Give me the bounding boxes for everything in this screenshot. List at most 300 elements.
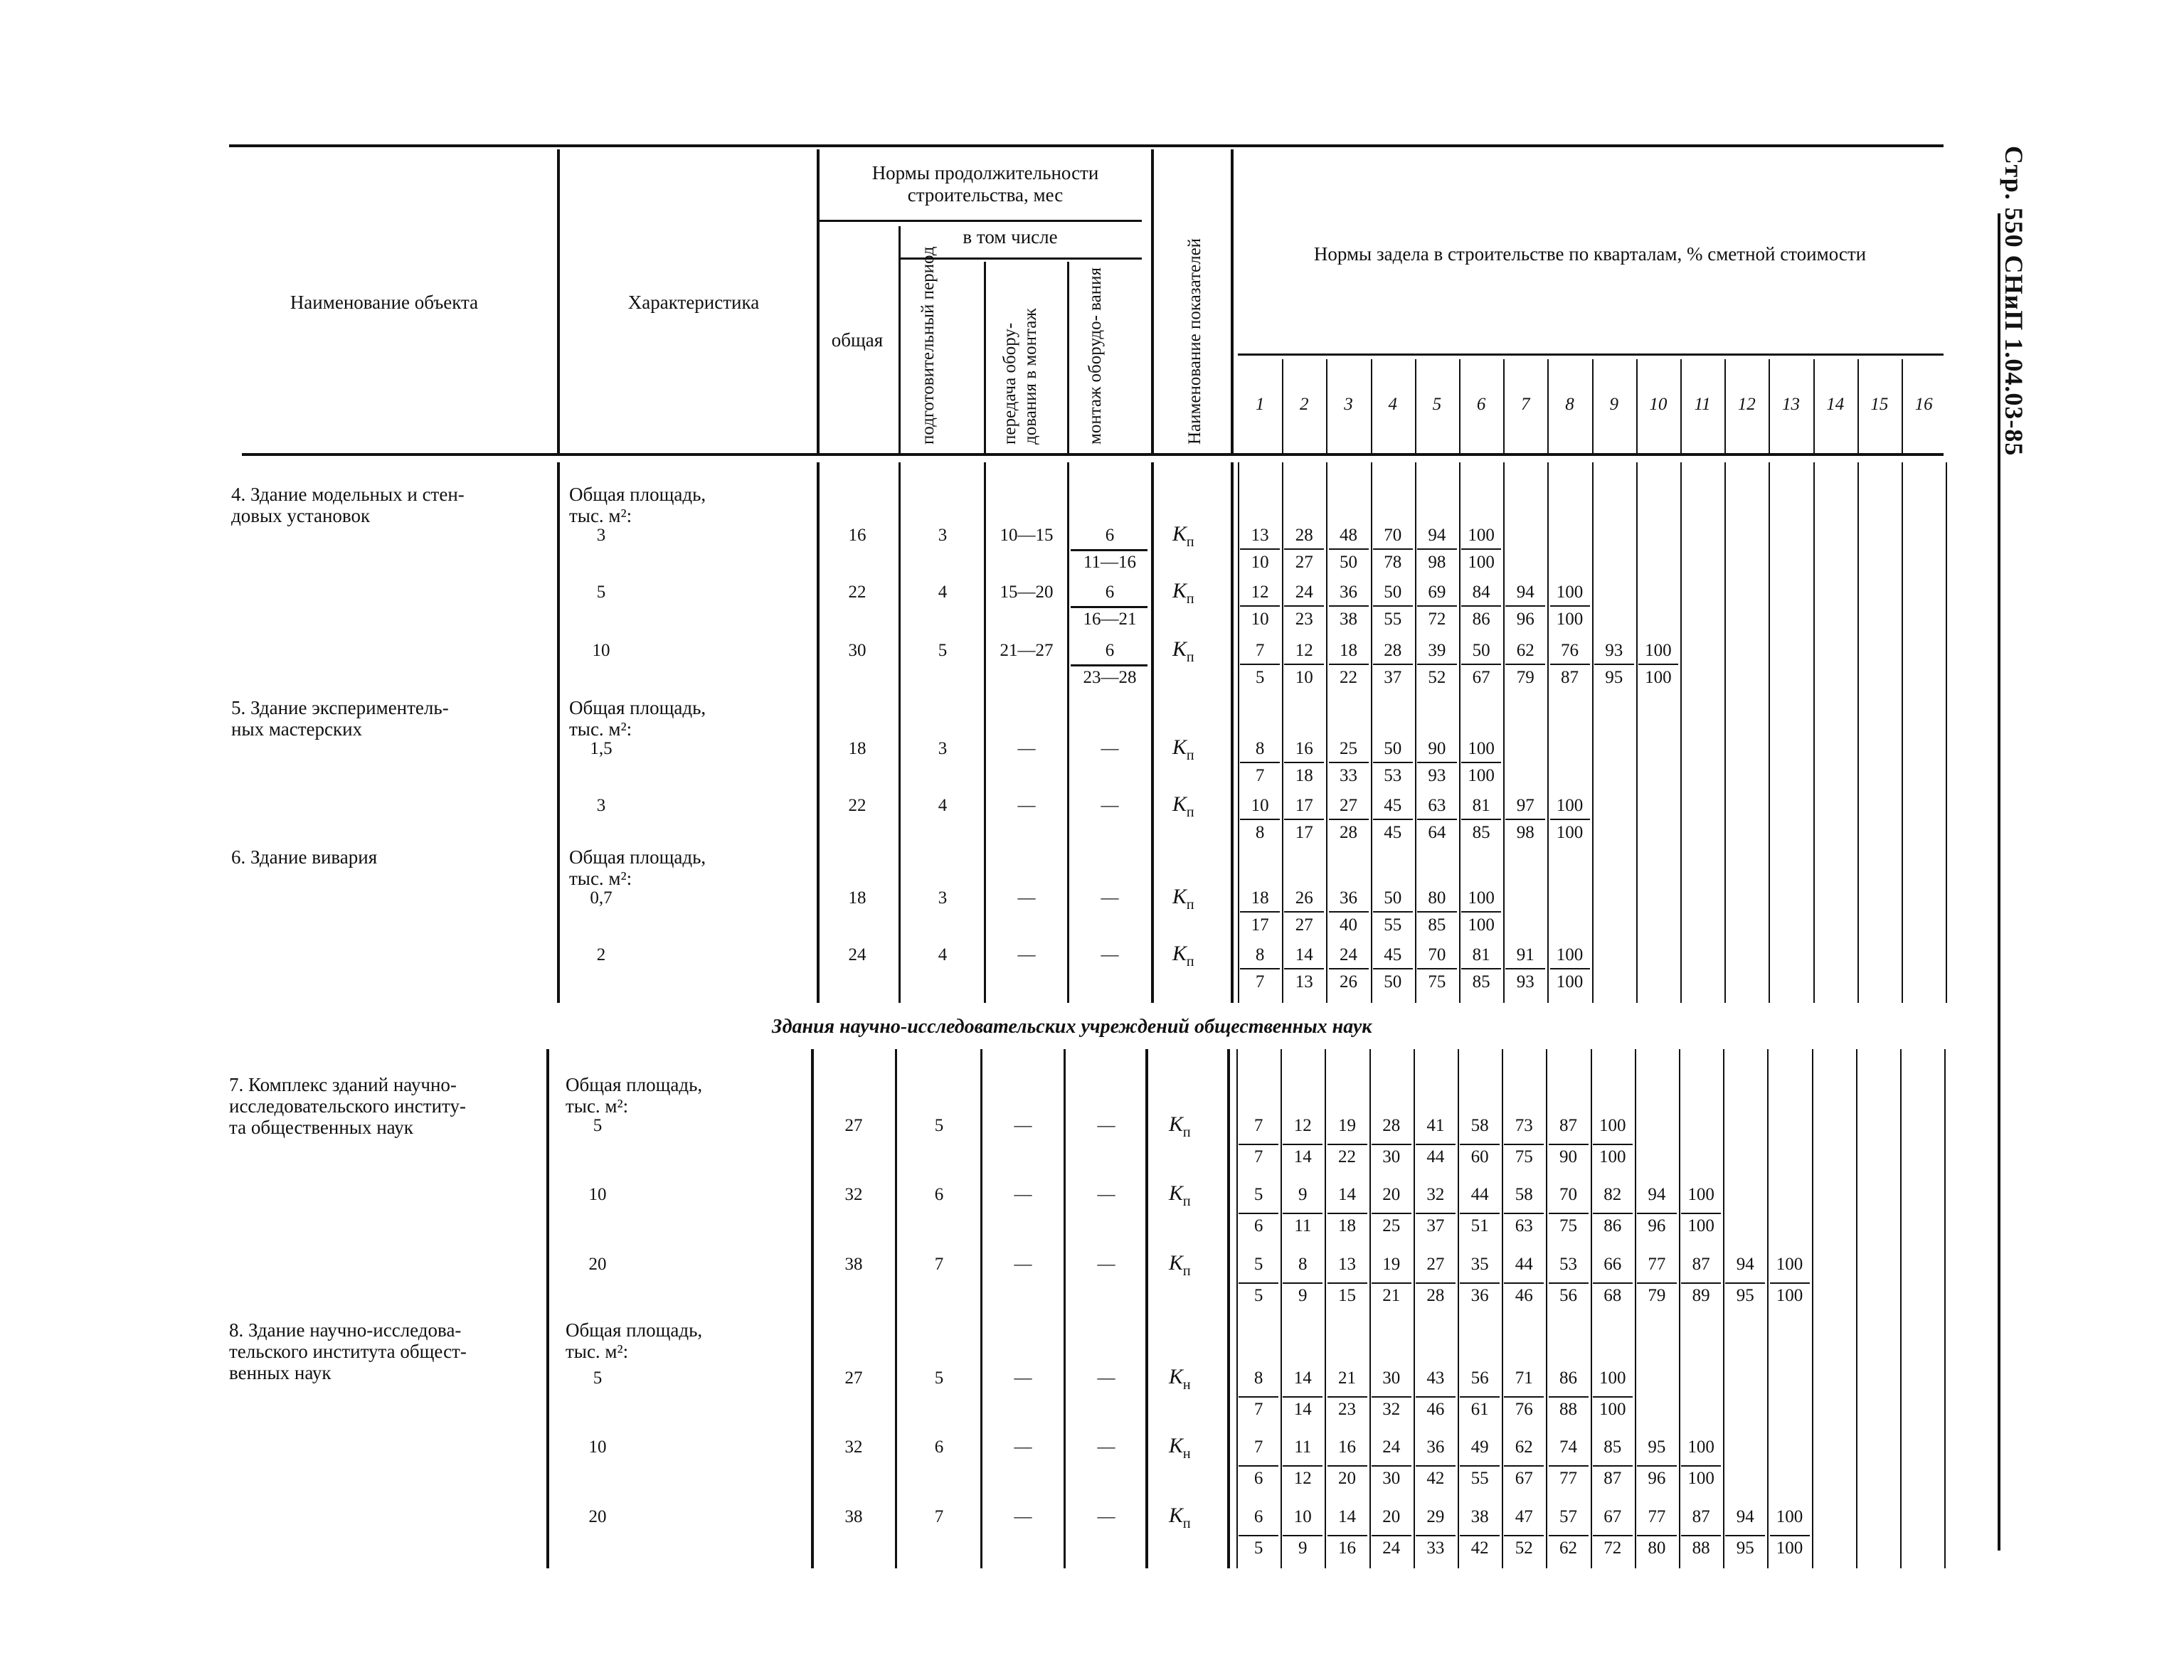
indicator-k-letter: К: [1172, 579, 1187, 602]
reserve-value-top: 19: [1382, 1255, 1401, 1274]
duration-mount: —: [1097, 1507, 1115, 1526]
reserve-fraction-rule: [1240, 819, 1280, 820]
reserve-fraction-rule: [1638, 664, 1678, 665]
reserve-value-bottom: 80: [1648, 1538, 1666, 1558]
reserve-value-top: 26: [1295, 888, 1313, 908]
reserve-value-top: 70: [1384, 526, 1402, 545]
indicator-k-sub: п: [1186, 804, 1194, 820]
reserve-value-top: 100: [1556, 945, 1584, 964]
reserve-value-bottom: 96: [1648, 1216, 1666, 1235]
reserve-value-top: 43: [1426, 1368, 1445, 1388]
quarter-number: 14: [1826, 395, 1845, 414]
quarter-col-rule: [1236, 1049, 1238, 1568]
duration-mount: —: [1101, 739, 1119, 758]
reserve-fraction-rule: [1240, 664, 1280, 665]
reserve-value-top: 35: [1470, 1255, 1489, 1274]
reserve-value-bottom: 50: [1384, 972, 1402, 991]
reserve-fraction-rule: [1770, 1282, 1810, 1284]
reserve-value-top: 7: [1255, 641, 1265, 660]
duration-transfer: —: [1017, 888, 1036, 908]
header-total: общая: [831, 329, 884, 351]
reserve-fraction-rule: [1550, 819, 1590, 820]
quarter-number: 16: [1914, 395, 1933, 414]
reserve-value-top: 10: [1251, 796, 1269, 815]
reserve-value-top: 100: [1776, 1255, 1803, 1274]
reserve-fraction-rule: [1460, 1396, 1500, 1398]
reserve-fraction-rule: [1372, 1396, 1411, 1398]
area-size: 2: [596, 945, 606, 964]
duration-mount-range: 23—28: [1083, 668, 1137, 687]
reserve-fraction-rule: [1460, 1213, 1500, 1214]
reserve-fraction-rule: [1504, 1396, 1544, 1398]
reserve-fraction-rule: [1416, 1465, 1456, 1467]
header-mounting: монтаж оборудо- вания: [1086, 267, 1105, 445]
col-rule: [817, 462, 820, 1003]
reserve-value-top: 41: [1426, 1116, 1445, 1135]
reserve-value-top: 81: [1472, 796, 1490, 815]
reserve-value-bottom: 87: [1603, 1469, 1622, 1488]
reserve-fraction-rule: [1504, 1465, 1544, 1467]
reserve-value-bottom: 7: [1255, 972, 1265, 991]
reserve-fraction-rule: [1461, 664, 1501, 665]
duration-mount: —: [1097, 1368, 1115, 1388]
reserve-value-top: 100: [1687, 1437, 1714, 1457]
quarter-col-rule: [1769, 462, 1770, 1003]
reserve-value-top: 87: [1692, 1507, 1710, 1526]
characteristic: Общая площадь, тыс. м²:: [569, 484, 706, 526]
reserve-fraction-rule: [1373, 664, 1413, 665]
reserve-fraction-rule: [1461, 762, 1501, 763]
quarter-col-rule: [1902, 359, 1903, 455]
reserve-fraction-rule: [1417, 664, 1457, 665]
object-name: 5. Здание экспериментель- ных мастерских: [231, 697, 449, 740]
indicator-k-letter: К: [1172, 637, 1187, 661]
quarter-col-rule: [1415, 359, 1416, 455]
col-rule: [1227, 1049, 1230, 1568]
reserve-value-bottom: 100: [1687, 1216, 1714, 1235]
reserve-value-top: 87: [1559, 1116, 1577, 1135]
reserve-value-bottom: 8: [1255, 823, 1265, 842]
reserve-value-top: 21: [1338, 1368, 1356, 1388]
reserve-value-bottom: 44: [1426, 1147, 1445, 1166]
indicator-k: [1169, 1181, 1191, 1210]
reserve-value-top: 14: [1293, 1368, 1312, 1388]
reserve-fraction-rule: [1284, 664, 1324, 665]
reserve-value-bottom: 21: [1382, 1286, 1401, 1305]
duration-mount: 6: [1105, 583, 1115, 602]
reserve-value-top: 94: [1428, 526, 1446, 545]
quarter-col-rule: [1281, 1049, 1282, 1568]
reserve-value-top: 70: [1559, 1185, 1577, 1204]
reserve-value-bottom: 37: [1384, 668, 1402, 687]
reserve-value-top: 50: [1384, 583, 1402, 602]
reserve-value-top: 36: [1340, 583, 1357, 602]
area-size: 5: [596, 583, 606, 602]
reserve-value-top: 18: [1340, 641, 1357, 660]
reserve-fraction-rule: [1329, 819, 1369, 820]
reserve-value-top: 44: [1470, 1185, 1489, 1204]
reserve-value-top: 100: [1599, 1116, 1626, 1135]
quarter-col-rule: [1946, 462, 1947, 1003]
reserve-value-bottom: 50: [1340, 553, 1357, 572]
reserve-fraction-rule: [1329, 605, 1369, 607]
indicator-k: [1169, 1434, 1191, 1462]
reserve-value-top: 7: [1253, 1437, 1263, 1457]
reserve-value-top: 8: [1253, 1368, 1263, 1388]
duration-transfer: 21—27: [1000, 641, 1054, 660]
reserve-fraction-rule: [1417, 762, 1457, 763]
duration-prep: 3: [938, 739, 948, 758]
reserve-value-top: 82: [1603, 1185, 1622, 1204]
reserve-value-bottom: 76: [1515, 1400, 1533, 1419]
reserve-value-top: 77: [1648, 1507, 1666, 1526]
reserve-value-top: 8: [1255, 945, 1265, 964]
reserve-fraction-rule: [1327, 1396, 1367, 1398]
reserve-value-bottom: 95: [1605, 668, 1623, 687]
reserve-value-bottom: 85: [1472, 972, 1490, 991]
reserve-fraction-rule: [1283, 1282, 1322, 1284]
reserve-fraction-rule: [1416, 1396, 1456, 1398]
indicator-k-sub: п: [1182, 1125, 1191, 1140]
section-title: Здания научно-исследовательских учреждений общественных наук: [772, 1016, 1372, 1038]
reserve-value-bottom: 95: [1736, 1286, 1754, 1305]
reserve-fraction-rule: [1372, 1282, 1411, 1284]
area-size: 1,5: [590, 739, 613, 758]
quarter-col-rule: [1767, 1049, 1769, 1568]
reserve-value-top: 50: [1384, 739, 1402, 758]
reserve-value-bottom: 25: [1382, 1216, 1401, 1235]
reserve-value-top: 24: [1295, 583, 1313, 602]
reserve-fraction-rule: [1329, 762, 1369, 763]
reserve-value-bottom: 85: [1472, 823, 1490, 842]
reserve-fraction-rule: [1283, 1144, 1322, 1145]
header-indicator: Наименование показателей: [1185, 238, 1204, 445]
reserve-fraction-rule: [1461, 968, 1501, 969]
quarter-number: 4: [1388, 395, 1397, 414]
quarter-col-rule: [1724, 359, 1726, 455]
col-rule: [1145, 1049, 1148, 1568]
reserve-value-bottom: 72: [1428, 610, 1446, 629]
indicator-k-sub: п: [1182, 1193, 1191, 1209]
indicator-k-sub: н: [1182, 1377, 1191, 1393]
indicator-k-sub: п: [1186, 897, 1194, 913]
quarter-col-rule: [1636, 462, 1638, 1003]
indicator-k-letter: К: [1169, 1112, 1183, 1136]
quarter-col-rule: [1592, 462, 1594, 1003]
quarter-number: 10: [1649, 395, 1668, 414]
reserve-fraction-rule: [1284, 548, 1324, 550]
duration-prep: 3: [938, 888, 948, 908]
reserve-value-bottom: 85: [1428, 915, 1446, 935]
reserve-fraction-rule: [1593, 1535, 1633, 1536]
reserve-value-bottom: 55: [1384, 610, 1402, 629]
indicator-k-sub: п: [1186, 954, 1194, 969]
reserve-value-bottom: 100: [1599, 1400, 1626, 1419]
reserve-fraction-rule: [1327, 1213, 1367, 1214]
reserve-value-top: 36: [1426, 1437, 1445, 1457]
reserve-fraction-rule: [1417, 605, 1457, 607]
reserve-value-top: 24: [1340, 945, 1357, 964]
reserve-value-bottom: 6: [1253, 1469, 1263, 1488]
quarter-col-rule: [1812, 1049, 1813, 1568]
indicator-k-letter: К: [1169, 1434, 1183, 1457]
duration-mount: 6: [1105, 641, 1115, 660]
reserve-fraction-rule: [1460, 1282, 1500, 1284]
reserve-value-top: 56: [1470, 1368, 1489, 1388]
quarter-col-rule: [1503, 359, 1505, 455]
indicator-k: [1172, 637, 1194, 666]
reserve-value-top: 24: [1382, 1437, 1401, 1457]
reserve-value-top: 50: [1472, 641, 1490, 660]
duration-total: 18: [848, 888, 866, 908]
reserve-value-bottom: 61: [1470, 1400, 1489, 1419]
reserve-value-top: 57: [1559, 1507, 1577, 1526]
col-rule: [546, 1049, 549, 1568]
reserve-value-top: 12: [1295, 641, 1313, 660]
reserve-fraction-rule: [1681, 1465, 1721, 1467]
reserve-value-top: 62: [1515, 1437, 1533, 1457]
reserve-fraction-rule: [1327, 1465, 1367, 1467]
indicator-k-letter: К: [1169, 1181, 1183, 1205]
reserve-fraction-rule: [1327, 1144, 1367, 1145]
quarter-col-rule: [1326, 462, 1327, 1003]
reserve-value-bottom: 79: [1516, 668, 1534, 687]
reserve-fraction-rule: [1505, 819, 1545, 820]
header-col-rule: [984, 262, 986, 455]
reserve-fraction-rule: [1372, 1213, 1411, 1214]
area-size: 3: [596, 796, 606, 815]
quarter-col-rule: [1857, 462, 1859, 1003]
mount-fraction-rule: [1071, 549, 1147, 551]
reserve-fraction-rule: [1284, 605, 1324, 607]
reserve-value-top: 100: [1599, 1368, 1626, 1388]
duration-mount-range: 11—16: [1083, 553, 1137, 572]
duration-total: 16: [848, 526, 866, 545]
reserve-value-bottom: 98: [1428, 553, 1446, 572]
indicator-k-letter: К: [1169, 1365, 1183, 1388]
reserve-fraction-rule: [1417, 819, 1457, 820]
duration-transfer: —: [1014, 1255, 1032, 1274]
area-size: 20: [588, 1255, 607, 1274]
duration-mount: —: [1097, 1116, 1115, 1135]
duration-mount: —: [1101, 796, 1119, 815]
reserve-value-bottom: 28: [1340, 823, 1357, 842]
reserve-value-bottom: 30: [1382, 1469, 1401, 1488]
col-rule: [1231, 462, 1234, 1003]
reserve-fraction-rule: [1504, 1144, 1544, 1145]
reserve-value-bottom: 93: [1516, 972, 1534, 991]
reserve-value-bottom: 27: [1295, 915, 1313, 935]
duration-prep: 7: [934, 1255, 944, 1274]
duration-total: 27: [844, 1116, 863, 1135]
reserve-value-bottom: 55: [1384, 915, 1402, 935]
reserve-fraction-rule: [1681, 1282, 1721, 1284]
object-name: 4. Здание модельных и стен- довых установок: [231, 484, 465, 526]
reserve-fraction-rule: [1284, 819, 1324, 820]
reserve-value-bottom: 96: [1516, 610, 1534, 629]
reserve-value-bottom: 75: [1515, 1147, 1533, 1166]
reserve-value-top: 66: [1603, 1255, 1622, 1274]
quarter-col-rule: [1769, 359, 1770, 455]
reserve-value-top: 13: [1251, 526, 1269, 545]
reserve-value-bottom: 46: [1515, 1286, 1533, 1305]
reserve-value-top: 71: [1515, 1368, 1533, 1388]
reserve-value-bottom: 7: [1255, 766, 1265, 785]
reserve-value-top: 100: [1468, 739, 1495, 758]
duration-prep: 5: [938, 641, 948, 660]
reserve-value-top: 80: [1428, 888, 1446, 908]
reserve-fraction-rule: [1637, 1282, 1677, 1284]
reserve-value-top: 8: [1298, 1255, 1308, 1274]
reserve-fraction-rule: [1416, 1144, 1456, 1145]
reserve-value-bottom: 100: [1556, 610, 1584, 629]
reserve-value-bottom: 5: [1253, 1286, 1263, 1305]
reserve-value-bottom: 95: [1736, 1538, 1754, 1558]
reserve-value-bottom: 100: [1776, 1286, 1803, 1305]
quarter-number: 11: [1694, 395, 1711, 414]
reserve-value-bottom: 38: [1340, 610, 1357, 629]
reserve-value-bottom: 72: [1603, 1538, 1622, 1558]
reserve-fraction-rule: [1505, 968, 1545, 969]
reserve-value-bottom: 17: [1295, 823, 1313, 842]
duration-transfer: 10—15: [1000, 526, 1054, 545]
duration-prep: 3: [938, 526, 948, 545]
reserve-value-bottom: 75: [1559, 1216, 1577, 1235]
reserve-fraction-rule: [1461, 819, 1501, 820]
reserve-fraction-rule: [1504, 1535, 1544, 1536]
reserve-value-bottom: 100: [1556, 823, 1584, 842]
characteristic: Общая площадь, тыс. м²:: [566, 1319, 703, 1362]
quarter-col-rule: [1680, 359, 1682, 455]
reserve-fraction-rule: [1329, 968, 1369, 969]
reserve-value-top: 100: [1468, 888, 1495, 908]
reserve-fraction-rule: [1504, 1213, 1544, 1214]
reserve-value-bottom: 9: [1298, 1286, 1308, 1305]
quarter-col-rule: [1856, 1049, 1857, 1568]
reserve-value-top: 7: [1253, 1116, 1263, 1135]
reserve-value-top: 27: [1426, 1255, 1445, 1274]
header-prep: подготовительный период: [918, 246, 938, 445]
duration-total: 22: [848, 796, 866, 815]
reserve-fraction-rule: [1637, 1535, 1677, 1536]
reserve-fraction-rule: [1549, 1465, 1589, 1467]
reserve-value-top: 70: [1428, 945, 1446, 964]
quarter-col-rule: [1325, 1049, 1326, 1568]
reserve-value-bottom: 23: [1338, 1400, 1356, 1419]
reserve-fraction-rule: [1284, 762, 1324, 763]
quarter-col-rule: [1902, 462, 1903, 1003]
reserve-value-bottom: 96: [1648, 1469, 1666, 1488]
reserve-value-bottom: 15: [1338, 1286, 1356, 1305]
quarter-col-rule: [1547, 359, 1549, 455]
reserve-fraction-rule: [1372, 1465, 1411, 1467]
reserve-value-top: 32: [1426, 1185, 1445, 1204]
duration-prep: 6: [934, 1185, 944, 1204]
quarter-number: 1: [1255, 395, 1265, 414]
reserve-fraction-rule: [1594, 664, 1634, 665]
reserve-fraction-rule: [1593, 1465, 1633, 1467]
reserve-fraction-rule: [1549, 1282, 1589, 1284]
header-including: в том числе: [963, 226, 1058, 248]
col-rule: [557, 462, 560, 1003]
reserve-value-bottom: 88: [1692, 1538, 1710, 1558]
reserve-value-bottom: 90: [1559, 1147, 1577, 1166]
reserve-value-bottom: 9: [1298, 1538, 1308, 1558]
reserve-value-top: 39: [1428, 641, 1446, 660]
object-name: 8. Здание научно-исследова- тельского института общест- венных наук: [229, 1319, 467, 1383]
duration-total: 32: [844, 1185, 863, 1204]
quarter-col-rule: [1857, 359, 1859, 455]
duration-transfer: —: [1014, 1437, 1032, 1457]
header-bottom-rule: [242, 453, 1944, 456]
reserve-value-top: 93: [1605, 641, 1623, 660]
reserve-value-top: 17: [1295, 796, 1313, 815]
area-size: 10: [592, 641, 610, 660]
reserve-value-bottom: 86: [1472, 610, 1490, 629]
reserve-value-top: 50: [1384, 888, 1402, 908]
header-col-rule: [557, 149, 560, 455]
reserve-fraction-rule: [1327, 1282, 1367, 1284]
reserve-value-top: 94: [1516, 583, 1534, 602]
indicator-k-letter: К: [1172, 942, 1187, 965]
reserve-fraction-rule: [1372, 1535, 1411, 1536]
reserve-fraction-rule: [1239, 1396, 1278, 1398]
reserve-value-top: 48: [1340, 526, 1357, 545]
reserve-value-bottom: 37: [1426, 1216, 1445, 1235]
reserve-fraction-rule: [1240, 911, 1280, 913]
reserve-value-top: 14: [1295, 945, 1313, 964]
duration-total: 24: [848, 945, 866, 964]
duration-mount: —: [1097, 1437, 1115, 1457]
duration-transfer: —: [1014, 1185, 1032, 1204]
reserve-underline: [1238, 353, 1944, 356]
indicator-k: [1172, 792, 1194, 821]
reserve-value-top: 14: [1338, 1185, 1356, 1204]
reserve-fraction-rule: [1593, 1396, 1633, 1398]
reserve-value-bottom: 23: [1295, 610, 1313, 629]
quarter-col-rule: [1813, 462, 1815, 1003]
reserve-value-bottom: 100: [1645, 668, 1672, 687]
header-col-rule: [1067, 262, 1069, 455]
duration-prep: 5: [934, 1116, 944, 1135]
quarter-col-rule: [1415, 462, 1416, 1003]
header-object: Наименование объекта: [290, 292, 479, 313]
reserve-fraction-rule: [1329, 548, 1369, 550]
reserve-value-top: 27: [1340, 796, 1357, 815]
reserve-value-top: 58: [1470, 1116, 1489, 1135]
duration-transfer: —: [1014, 1116, 1032, 1135]
reserve-value-bottom: 7: [1253, 1147, 1263, 1166]
reserve-fraction-rule: [1373, 911, 1413, 913]
reserve-fraction-rule: [1460, 1535, 1500, 1536]
indicator-k: [1172, 942, 1194, 970]
quarter-col-rule: [1723, 1049, 1724, 1568]
indicator-k-letter: К: [1172, 885, 1187, 908]
reserve-value-bottom: 52: [1515, 1538, 1533, 1558]
reserve-value-bottom: 7: [1253, 1400, 1263, 1419]
duration-transfer: —: [1014, 1507, 1032, 1526]
reserve-value-top: 9: [1298, 1185, 1308, 1204]
quarter-number: 3: [1344, 395, 1353, 414]
quarter-col-rule: [1371, 462, 1372, 1003]
reserve-value-bottom: 20: [1338, 1469, 1356, 1488]
indicator-k-letter: К: [1172, 522, 1187, 546]
reserve-fraction-rule: [1373, 605, 1413, 607]
reserve-value-top: 10: [1293, 1507, 1312, 1526]
reserve-fraction-rule: [1550, 664, 1590, 665]
reserve-fraction-rule: [1637, 1465, 1677, 1467]
reserve-value-bottom: 22: [1338, 1147, 1356, 1166]
